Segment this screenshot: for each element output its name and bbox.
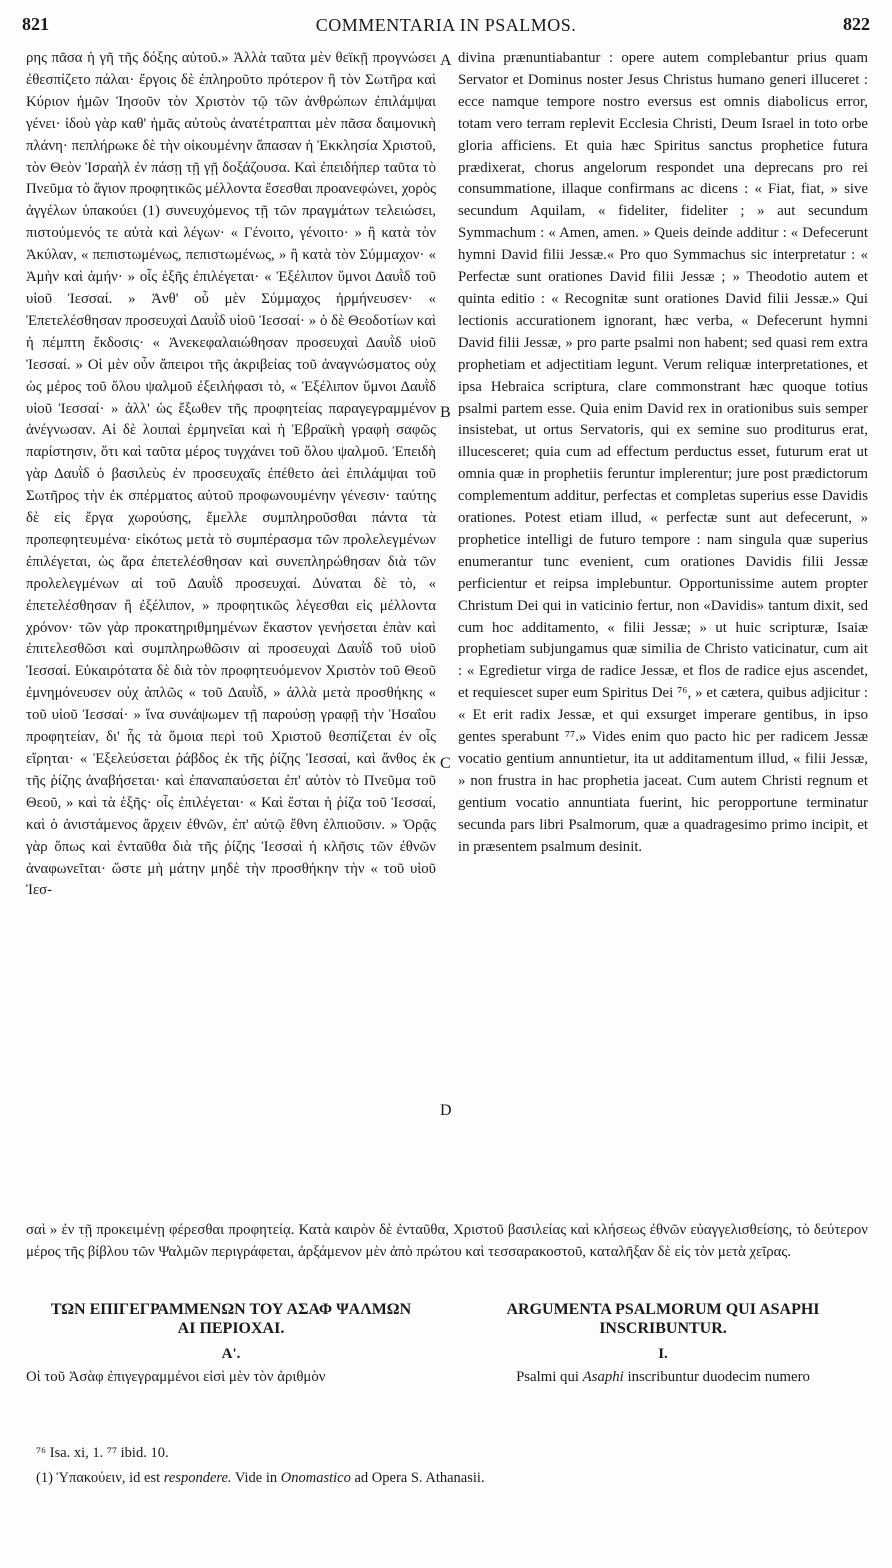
greek-section-title-2: ΑΙ ΠΕΡΙΟΧΑΙ. — [177, 1320, 285, 1337]
footnote-references: ⁷⁶ Isa. xi, 1. ⁷⁷ ibid. 10. — [36, 1445, 169, 1461]
page-number-right: 822 — [843, 14, 870, 34]
full-width-text: σαὶ » ἐν τῇ προκειμένῃ φέρεσθαι προφητείᾳ. Κατὰ καιρὸν δὲ ἐνταῦθα, Χριστοῦ βασιλείας καὶ κλήσεως ἐθνῶν εὐαγγελισθείσης, τὸ δεύτερον μέρος τῆς βίβλου τῶν Ψαλμῶν περιγράφεται, ἀρξάμενον μὲν ἀπὸ πρώτου καὶ τεσσαρακοστοῦ, καταλῆξαν δὲ εἰς τὸν μετὰ χεῖρας. — [26, 1222, 868, 1260]
footnote-1-post: ad Opera S. Athanasii. — [350, 1470, 485, 1486]
latin-line-pre: Psalmi qui — [516, 1369, 583, 1385]
latin-text: divina prænuntiabantur : opere autem complebantur prius quam Servator et Dominus noster Jesus Christus humano generi illuceret : ecce namque tempore nostro eversus est omnis diabolicus error, totam vero terram replevit Ecclesia Christi, Deum Israel in toto orbe gloria afficiens. Et quia hæc Spiritus sanctus prophetice futura prædixerat, chorus angelorum respondet una deprecans pro rei consummatione, illaque confirmans ac dicens : « Fiat, fiat, » sive secundum Aquilam, « fideliter, fideliter ; » aut secundum Symmachum : « Amen, amen. » Queis deinde additur : « Defecerunt hymni David filii Jessæ.« Pro quo Symmachus sic interpretatur : « Perfectæ sunt orationes David filii Jessæ ; » Theodotio autem et quinta editio : « Recognitæ sunt orationes David filii Jessæ.» Qui lectionis accurationem ignorant, hæc verba, « Defecerunt hymni David filii Jessæ, » pro parte psalmi non habent; sed quasi rem extra prophetiam et adjectitiam legunt. Verum reliquæ interpretationes, et ipsa Hebraica scriptura, clare commonstrant hæc quoque totius psalmi partem esse. Quia enim David rex in orationibus suis semper insistebat, ut ortus Servatoris, qui ex semine suo proditurus erat, illucesceret; quia cum ad effectum perductus esset, futurum erat ut omnia quæ in prophetiis feruntur implerentur; jure post prædictorum complementum additur, perfectas et completas superius esse Davidis orationes. Potest etiam illud, « perfectæ sunt aut defecerunt, » prophetice intelligi de futuro tempore : nam singula quæ superius enumerantur tunc evenient, cum orationes Davidis filii Jessæ perficientur et reipsa implebuntur. Opportunissime autem propter Christum Dei qui in vaticinio fertur, non «Davidis» tantum dixit, sed cum hoc additamento, « filii Jessæ; » ut huic scripturæ, Isaiæ prophetiam subjungamus quæ similia de Christo vaticinatur, cum ait : « Egredietur virga de radice Jessæ, et flos de radice ejus ascendet, et requiescet super eum Spiritus Dei ⁷⁶, » et cætera, quibus adjicitur : « Et erit radix Jessæ, et qui exsurget imperare gentibus, in ipso gentes sperabunt ⁷⁷.» Vides enim quo pacto hic per radicem Jessæ vocatio gentium annuntietur, ita ut additamentum illud, « filii Jessæ, » non frustra in hac prophetia jaceat. Cum autem Christi regnum et gentium vocatio annuntiata fuerint, hic peropportune terminatur secunda pars libri Psalmorum, quæ a quadragesimo primo incipit, et in præsentem psalmum desinit. — [458, 50, 868, 855]
margin-marker-c: C — [440, 755, 451, 772]
footnote-1-em2: Onomastico — [280, 1470, 351, 1486]
footnote-1-pre: (1) Ὑπακούειν, id est — [36, 1470, 164, 1486]
latin-section-number: I. — [658, 1346, 668, 1362]
latin-column — [458, 48, 868, 1218]
running-title: COMMENTARIA IN PSALMOS. — [315, 15, 577, 35]
latin-section-title-1: ARGUMENTA PSALMORUM QUI ASAPHI — [506, 1301, 820, 1318]
page-number-left: 821 — [22, 14, 49, 34]
full-width-paragraph — [26, 1220, 868, 1286]
greek-section-first-line: Οἱ τοῦ Ἀσὰφ ἐπιγεγραμμένοι εἰσὶ μὲν τὸν ἀριθμὸν — [26, 1369, 326, 1385]
greek-section-title-1: ΤΩΝ ΕΠΙΓΕΓΡΑΜΜΕΝΩΝ ΤΟΥ ΑΣΑΦ ΨΑΛΜΩΝ — [50, 1301, 412, 1318]
latin-line-post: inscribuntur duodecim numero — [623, 1369, 810, 1385]
margin-marker-b: B — [440, 404, 451, 421]
greek-text: ρης πᾶσα ἡ γῆ τῆς δόξης αὐτοῦ.» Ἀλλὰ ταῦτα μὲν θεϊκῇ προγνώσει ἐθεσπίζετο πάλαι· ἔργοις δὲ ἐπληροῦτο πρότερον ἢ τὸν Σωτῆρα καὶ Κύριον ἡμῶν Ἰησοῦν τὸν Χριστὸν τῷ τῶν ἀνθρώπων ἐπιλάμψαι γένει· ἰδοὺ γὰρ καθ' ἡμᾶς αὐτοὺς ἀνατέτραπται μὲν πᾶσα δαιμονικὴ πλάνη· πεπλήρωκε δὲ τὴν οἰκουμένην ἅπασαν ἡ Ἐκκλησία Χριστοῦ, τὸν Θεὸν Ἰσραὴλ ἐν πάσῃ τῇ γῇ δοξάζουσα. Καὶ ἐπειδήπερ ταῦτα τὸ Πνεῦμα τὸ ἅγιον προφητικῶς μέλλοντα ἔσεσθαι προανεφώνει, χορὸς ἀγγέλων ὑπακούει (1) συνευχόμενος τῇ τῶν πραγμάτων τελειώσει, πιστούμενός τε αὐτὰ καὶ λέγων· « Γένοιτο, γένοιτο· » ἢ κατὰ τὸν Ἀκύλαν, « πεπιστωμένως, πεπιστωμένως, » ἢ κατὰ τὸν Σύμμαχον· « Ἀμὴν καὶ ἀμήν· » οἷς ἑξῆς ἐπιλέγεται· « Ἐξέλιπον ὕμνοι Δαυῒδ τοῦ υἱοῦ Ἰεσσαί. » Ἀνθ' οὗ μὲν Σύμμαχος ἡρμήνευσεν· « Ἐπετελέσθησαν προσευχαὶ Δαυῒδ υἱοῦ Ἰεσσαί· » ὁ δὲ Θεοδοτίων καὶ ἡ πέμπτη ἔκδοσις· « Ἀνεκεφαλαιώθησαν προσευχαὶ Δαυῒδ υἱοῦ Ἰεσσαί. » Οἱ μὲν οὖν ἄπειροι τῆς ἀκριβείας τοῦ ἀναγνώσματος οὐχ ὡς μέρος τοῦ ὅλου ψαλμοῦ ἐξειλήφασι τὸ, « Ἐξέλιπον ὕμνοι Δαυῒδ υἱοῦ Ἰεσσαί· » ἀλλ' ὡς ἔξωθεν τῆς προφητείας παραγεγραμμένον ἀνέγνωσαν. Αἱ δὲ λοιπαὶ ἑρμηνεῖαι καὶ ἡ Ἑβραϊκὴ γραφὴ σαφῶς παρίστησιν, ὅτι καὶ ταῦτα μέρος τυγχάνει τοῦ ὅλου ψαλμοῦ. Ἐπειδὴ γὰρ Δαυῒδ ὁ βασιλεὺς ἐν προσευχαῖς ἐπέθετο ἀεὶ ἐπιλάμψαι τοῦ Σωτῆρος τὴν ἐκ σπέρματος αὐτοῦ προφωνουμένην γένεσιν· ταύτης δὲ εἰς ἔργα χωρούσης, ἔμελλε συμπληροῦσθαι πάντα τὰ προπεφητευμένα· εἰκότως μετὰ τὸ συμπέρασμα τῶν προλελεγμένων ἐπιλέγεται, ὡς ἄρα ἐπετελέσθησαν καὶ συνεπληρώθησαν διὰ τῶν προλελεγμένων αἱ τοῦ Δαυῒδ προσευχαί. Δύναται δὲ τὸ, « ἐπετελέσθησαν ἢ ἐξέλιπον, » προφητικῶς λέγεσθαι εἰς μέλλοντα χρόνον· τῶν γὰρ προκατηριθμημένων ἕκαστον γενήσεται ἐπὰν καὶ ἐπιτελεσθῶσι καὶ συμπληρωθῶσιν αἱ προσευχαὶ Δαυῒδ τοῦ υἱοῦ Ἰεσσαί. Εὐκαιρότατα δὲ διὰ τὸν προφητευόμενον Χριστὸν τοῦ Θεοῦ ἐμνημόνευσεν οὐχ ἁπλῶς « τοῦ Δαυῒδ, » ἀλλὰ μετὰ προσθήκης « τοῦ υἱοῦ Ἰεσσαί· » ἵνα συνάψωμεν τῇ παρούσῃ γραφῇ τὴν Ἡσαΐου προφητείαν, δι' ἧς τὰ ὅμοια περὶ τοῦ Χριστοῦ θεσπίζεται ἐν οἷς εἴρηται· « Ἐξελεύσεται ῥάβδος ἐκ τῆς ῥίζης Ἰεσσαί, καὶ ἄνθος ἐκ τῆς ῥίζης ἀναβήσεται· καὶ ἐπαναπαύσεται ἐπ' αὐτὸν τὸ Πνεῦμα τοῦ Θεοῦ, » καὶ τὰ ἑξῆς· οἷς ἐπιλέγεται· « Καὶ ἔσται ἡ ῥίζα τοῦ Ἰεσσαί, καὶ ὁ ἀνιστάμενος ἄρχειν ἐθνῶν, ἐπ' αὐτῷ ἔθνη ἐλπιοῦσιν. » Ὁρᾷς γὰρ ὅπως καὶ ἐνταῦθα διὰ τῆς ῥίζης Ἰεσσαὶ ἡ κλῆσις τῶν ἐθνῶν ἀναφωνεῖται· ὥστε μὴ μάτην μηδὲ τὴν προσθήκην τὴν « τοῦ υἱοῦ Ἰεσ- — [26, 50, 436, 899]
latin-section-heading — [458, 1300, 868, 1386]
greek-section-number: Α'. — [221, 1346, 241, 1362]
margin-marker-a: A — [440, 52, 452, 69]
footnote-1-em1: respondere. — [163, 1470, 232, 1486]
greek-column — [26, 48, 436, 1218]
footnote-1-mid: Vide in — [231, 1470, 281, 1486]
latin-section-title-2: INSCRIBUNTUR. — [599, 1320, 727, 1337]
margin-marker-d: D — [440, 1102, 452, 1119]
footnote-1 — [36, 1470, 485, 1487]
latin-section-first-line — [458, 1369, 868, 1386]
greek-section-heading — [26, 1300, 436, 1386]
latin-line-em: Asaphi — [582, 1369, 624, 1385]
running-header — [22, 14, 870, 40]
